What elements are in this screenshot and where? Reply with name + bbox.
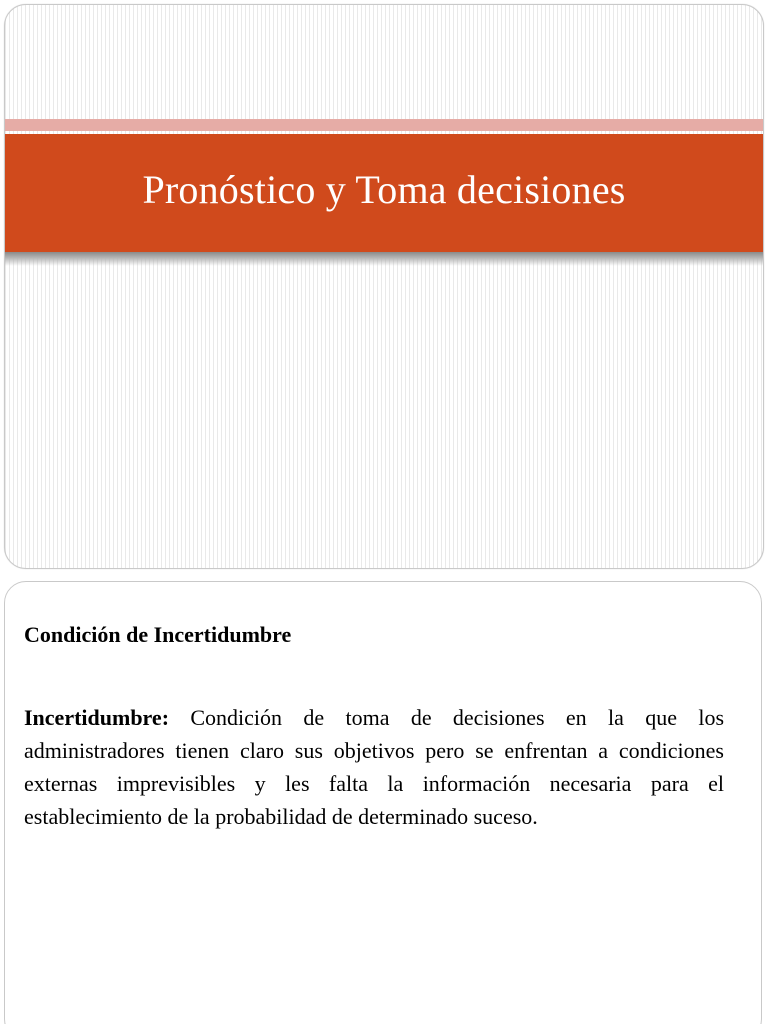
title-band-shadow <box>5 252 763 266</box>
definition-paragraph <box>24 701 724 833</box>
slide-title: Pronóstico y Toma decisiones <box>142 166 626 212</box>
accent-band <box>5 119 763 131</box>
slide-heading: Condición de Incertidumbre <box>24 622 292 647</box>
title-band <box>5 134 763 252</box>
title-slide <box>4 4 764 569</box>
definition-text: Condición de toma de decisiones en la que los administradores tienen claro sus objetivos pero se enfrentan a condiciones externas imprevisibles y les falta la información necesaria para el establecimiento de la probabilidad de determinado suceso. <box>24 705 725 829</box>
content-slide <box>4 581 762 1024</box>
definition-term: Incertidumbre: <box>24 705 170 730</box>
